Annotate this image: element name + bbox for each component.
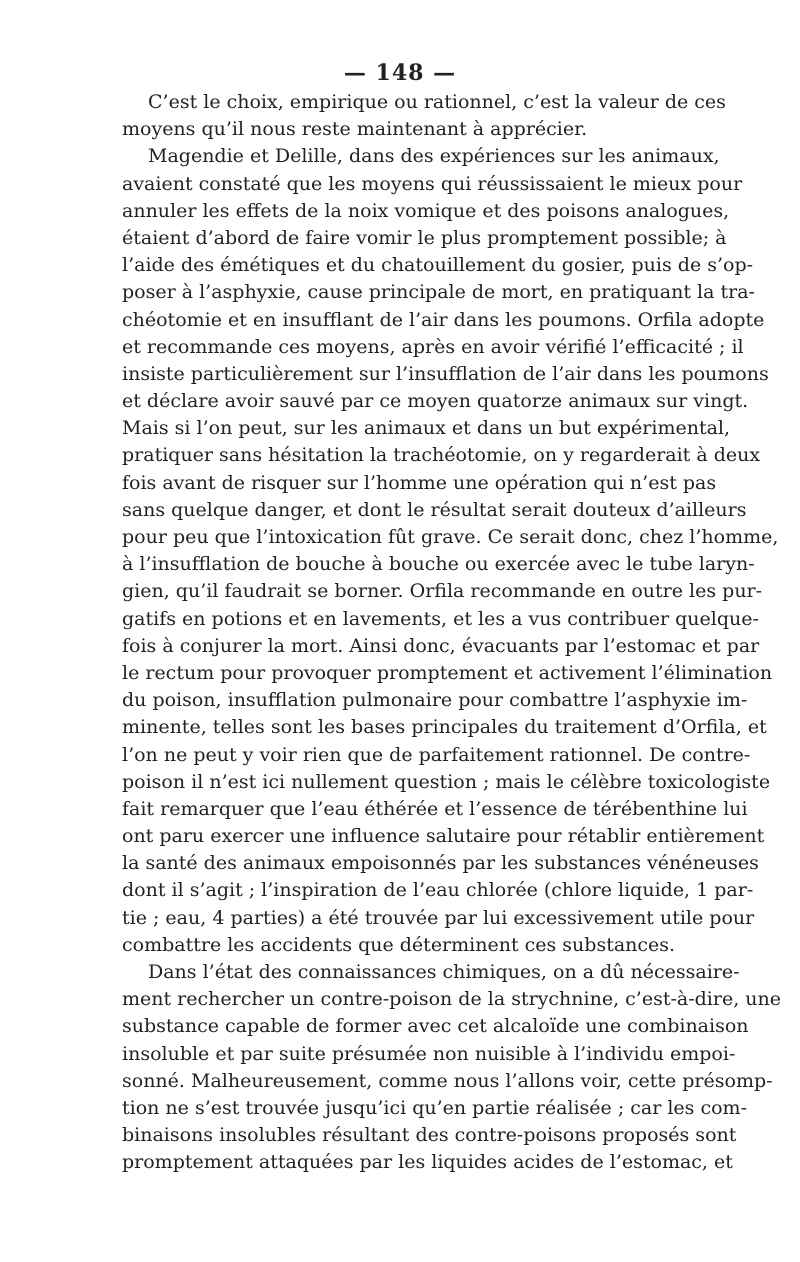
text-line: chéotomie et en insufflant de l’air dans les poumons. Orfila adopte bbox=[122, 308, 765, 331]
text-line: Magendie et Delille, dans des expériences sur les animaux, bbox=[148, 145, 720, 168]
text-line: et recommande ces moyens, après en avoir vérifié l’efficacité ; il bbox=[122, 335, 744, 358]
text-line: Dans l’état des connaissances chimiques, on a dû nécessaire- bbox=[148, 961, 740, 983]
paragraph bbox=[122, 143, 779, 959]
text-line: tie ; eau, 4 parties) a été trouvée par lui excessivement utile pour bbox=[122, 906, 755, 929]
text-line: étaient d’abord de faire vomir le plus promptement possible; à bbox=[122, 226, 727, 249]
text-line: la santé des animaux empoisonnés par les substances vénéneuses bbox=[122, 852, 759, 875]
paragraph bbox=[122, 89, 726, 143]
paragraph bbox=[122, 959, 781, 1177]
page-number: — 148 — bbox=[343, 60, 457, 86]
text-line: poser à l’asphyxie, cause principale de mort, en pratiquant la tra- bbox=[122, 281, 755, 304]
text-line: binaisons insolubles résultant des contre-poisons proposés sont bbox=[122, 1124, 737, 1147]
text-line: substance capable de former avec cet alcaloïde une combinaison bbox=[122, 1015, 749, 1038]
text-line: fois avant de risquer sur l’homme une opération qui n’est pas bbox=[122, 471, 717, 494]
text-line: du poison, insufflation pulmonaire pour combattre l’asphyxie im- bbox=[122, 689, 748, 712]
text-line: combattre les accidents que déterminent ces substances. bbox=[122, 933, 676, 956]
text-line: fois à conjurer la mort. Ainsi donc, évacuants par l’estomac et par bbox=[122, 634, 760, 657]
text-line: pratiquer sans hésitation la trachéotomie, on y regarderait à deux bbox=[122, 444, 761, 467]
text-line: à l’insufflation de bouche à bouche ou exercée avec le tube laryn- bbox=[122, 553, 755, 576]
text-line: minente, telles sont les bases principales du traitement d’Orfila, et bbox=[122, 716, 767, 739]
text-line: sans quelque danger, et dont le résultat serait douteux d’ailleurs bbox=[122, 498, 747, 521]
text-line: insoluble et par suite présumée non nuisible à l’individu empoi- bbox=[122, 1042, 736, 1065]
text-line: gatifs en potions et en lavements, et les a vus contribuer quelque- bbox=[122, 607, 759, 630]
text-line: dont il s’agit ; l’inspiration de l’eau chlorée (chlore liquide, 1 par- bbox=[122, 879, 754, 902]
text-line: avaient constaté que les moyens qui réussissaient le mieux pour bbox=[122, 172, 743, 195]
text-line: sonné. Malheureusement, comme nous l’allons voir, cette présomp- bbox=[122, 1069, 773, 1092]
text-line: fait remarquer que l’eau éthérée et l’essence de térébenthine lui bbox=[122, 797, 748, 820]
text-line: l’aide des émétiques et du chatouillement du gosier, puis de s’op- bbox=[122, 254, 754, 277]
text-line: poison il n’est ici nullement question ; mais le célèbre toxicologiste bbox=[122, 770, 771, 793]
body-text bbox=[122, 89, 781, 1177]
text-line: C’est le choix, empirique ou rationnel, c’est la valeur de ces bbox=[148, 91, 726, 113]
text-line: le rectum pour provoquer promptement et activement l’élimination bbox=[122, 661, 773, 684]
text-line: gien, qu’il faudrait se borner. Orfila recommande en outre les pur- bbox=[122, 580, 763, 603]
text-line: annuler les effets de la noix vomique et des poisons analogues, bbox=[122, 199, 730, 222]
text-line: Mais si l’on peut, sur les animaux et dans un but expérimental, bbox=[122, 417, 731, 440]
text-line: l’on ne peut y voir rien que de parfaitement rationnel. De contre- bbox=[122, 743, 751, 766]
text-line: ont paru exercer une influence salutaire pour rétablir entièrement bbox=[122, 825, 765, 848]
text-line: insiste particulièrement sur l’insufflation de l’air dans les poumons bbox=[122, 362, 769, 385]
text-line: tion ne s’est trouvée jusqu’ici qu’en partie réalisée ; car les com- bbox=[122, 1096, 747, 1119]
text-line: et déclare avoir sauvé par ce moyen quatorze animaux sur vingt. bbox=[122, 390, 749, 413]
text-line: ment rechercher un contre-poison de la strychnine, c’est-à-dire, une bbox=[122, 988, 781, 1011]
text-line: moyens qu’il nous reste maintenant à apprécier. bbox=[122, 118, 588, 141]
text-line: promptement attaquées par les liquides acides de l’estomac, et bbox=[122, 1151, 733, 1174]
text-line: pour peu que l’intoxication fût grave. Ce serait donc, chez l’homme, bbox=[122, 526, 779, 548]
